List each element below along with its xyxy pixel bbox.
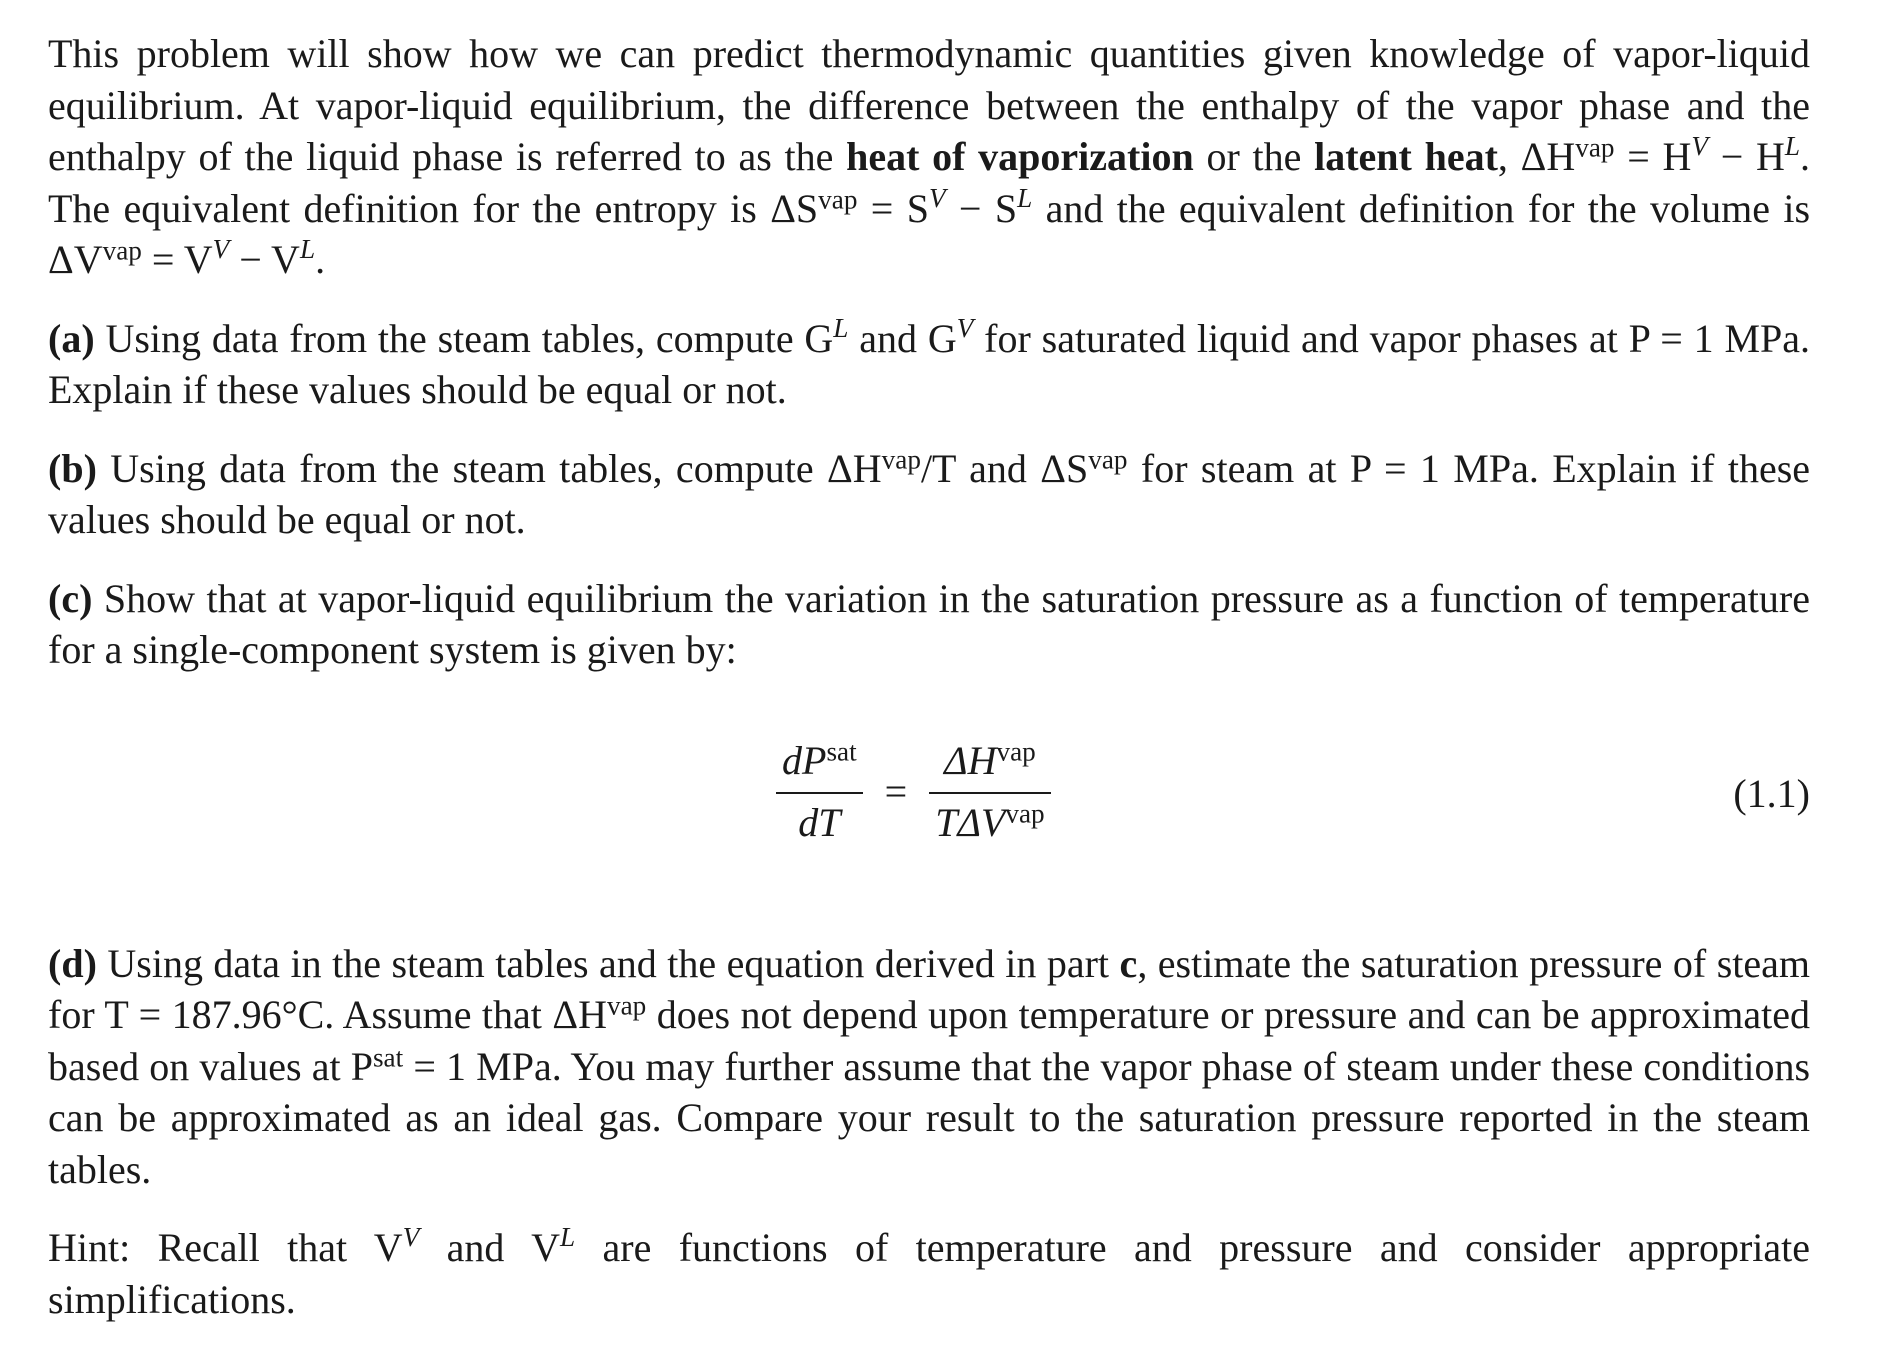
intro-text: − S bbox=[945, 185, 1018, 231]
superscript-V: V bbox=[1691, 131, 1708, 162]
equation-number: (1.1) bbox=[1733, 770, 1810, 816]
intro-text: = V bbox=[141, 237, 213, 282]
superscript-L: L bbox=[833, 312, 849, 343]
part-b-text: for steam at P = 1 MPa. Explain if these values should be equal or not. bbox=[48, 445, 1811, 542]
equals-sign: = bbox=[884, 768, 908, 814]
part-d-text: = 1 MPa. You may further assume that the vapor phase of steam under these conditions can be approximated as an ideal gas. Compare your result to the saturation pressure reported in the steam tables. bbox=[48, 1043, 1811, 1192]
intro-text: , ΔH bbox=[1497, 134, 1576, 179]
superscript-sat: sat bbox=[372, 1041, 404, 1072]
part-d-label: (d) bbox=[48, 940, 97, 986]
superscript-V: V bbox=[956, 312, 974, 343]
part-c-text: Show that at vapor-liquid equilibrium the variation in the saturation pressure as a function of temperature for a single-component system is given by: bbox=[48, 575, 1810, 672]
part-a-text: and G bbox=[848, 315, 957, 361]
part-b-paragraph bbox=[48, 443, 1810, 546]
rhs-numerator-text: ΔH bbox=[944, 737, 997, 783]
fraction-bar bbox=[929, 792, 1050, 794]
part-d-text: Using data in the steam tables and the equation derived in part bbox=[96, 940, 1120, 986]
problem-document bbox=[48, 28, 1810, 1325]
part-d-paragraph bbox=[48, 938, 1810, 1196]
part-d-text: , estimate the saturation pressure of steam for T = 187.96°C. Assume that ΔH bbox=[48, 940, 1810, 1037]
superscript-L: L bbox=[299, 234, 316, 265]
hint-paragraph bbox=[48, 1222, 1810, 1325]
part-a-label: (a) bbox=[48, 315, 95, 361]
superscript-vap: vap bbox=[607, 990, 647, 1021]
term-latent-heat: latent heat bbox=[1314, 134, 1498, 179]
hint-text: Hint: Recall that V bbox=[48, 1225, 403, 1270]
superscript-V: V bbox=[402, 1222, 420, 1253]
lhs-numerator-text: dP bbox=[782, 737, 827, 783]
part-a-text: for saturated liquid and vapor phases at P = 1 MPa. Explain if these values should be equal or not. bbox=[48, 315, 1811, 412]
part-b-text: Using data from the steam tables, compute ΔH bbox=[96, 445, 882, 491]
superscript-vap: vap bbox=[818, 183, 858, 214]
rhs-numerator bbox=[938, 736, 1042, 790]
equation-block bbox=[48, 720, 1810, 890]
term-heat-of-vaporization: heat of vaporization bbox=[846, 134, 1194, 179]
hint-text: are functions of temperature and pressure and consider appropriate simplifications. bbox=[48, 1225, 1810, 1322]
superscript-vap: vap bbox=[1088, 443, 1128, 474]
part-b-text: /T and ΔS bbox=[920, 445, 1089, 491]
part-c-reference: c bbox=[1119, 940, 1138, 986]
intro-text: . The equivalent definition for the entropy is ΔS bbox=[48, 134, 1811, 231]
lhs-numerator bbox=[776, 736, 863, 790]
superscript-sat: sat bbox=[826, 735, 857, 766]
superscript-L: L bbox=[559, 1222, 576, 1253]
rhs-denominator-text: TΔV bbox=[935, 799, 1006, 845]
superscript-vap: vap bbox=[1575, 132, 1615, 163]
part-d-text: does not depend upon temperature or pressure and can be approximated based on values at P bbox=[48, 992, 1810, 1089]
intro-text: − V bbox=[229, 237, 300, 282]
lhs-denominator: dT bbox=[798, 799, 841, 845]
superscript-vap: vap bbox=[102, 235, 142, 266]
part-a-paragraph bbox=[48, 313, 1810, 416]
fraction-bar bbox=[776, 792, 863, 794]
intro-text: − H bbox=[1708, 134, 1785, 179]
superscript-V: V bbox=[212, 234, 230, 265]
clapeyron-equation bbox=[776, 736, 1051, 848]
superscript-V: V bbox=[928, 182, 946, 213]
superscript-vap: vap bbox=[996, 735, 1036, 766]
superscript-L: L bbox=[1017, 182, 1033, 213]
hint-text: and V bbox=[419, 1225, 560, 1270]
part-c-label: (c) bbox=[48, 575, 93, 621]
intro-text: = S bbox=[857, 185, 929, 231]
rhs-denominator bbox=[929, 798, 1050, 848]
superscript-vap: vap bbox=[1005, 797, 1045, 828]
intro-text: and the equivalent definition for the volume is ΔV bbox=[48, 185, 1811, 282]
lhs-fraction bbox=[776, 736, 863, 848]
intro-paragraph bbox=[48, 28, 1810, 286]
superscript-L: L bbox=[1784, 131, 1801, 162]
superscript-vap: vap bbox=[881, 443, 921, 474]
part-b-label: (b) bbox=[48, 445, 97, 491]
intro-text: = H bbox=[1614, 134, 1692, 179]
intro-text: This problem will show how we can predict thermodynamic quantities given knowledge of vapor-liquid equilibrium. At vapor-liquid equilibrium, the difference between the enthalpy of the vapor phase and the enthalpy of the liquid phase is referred to as the bbox=[48, 31, 1810, 179]
rhs-fraction bbox=[929, 736, 1050, 848]
part-c-paragraph bbox=[48, 573, 1810, 676]
part-a-text: Using data from the steam tables, compute G bbox=[94, 315, 834, 361]
intro-text: . bbox=[315, 237, 326, 282]
intro-text: or the bbox=[1193, 134, 1315, 179]
